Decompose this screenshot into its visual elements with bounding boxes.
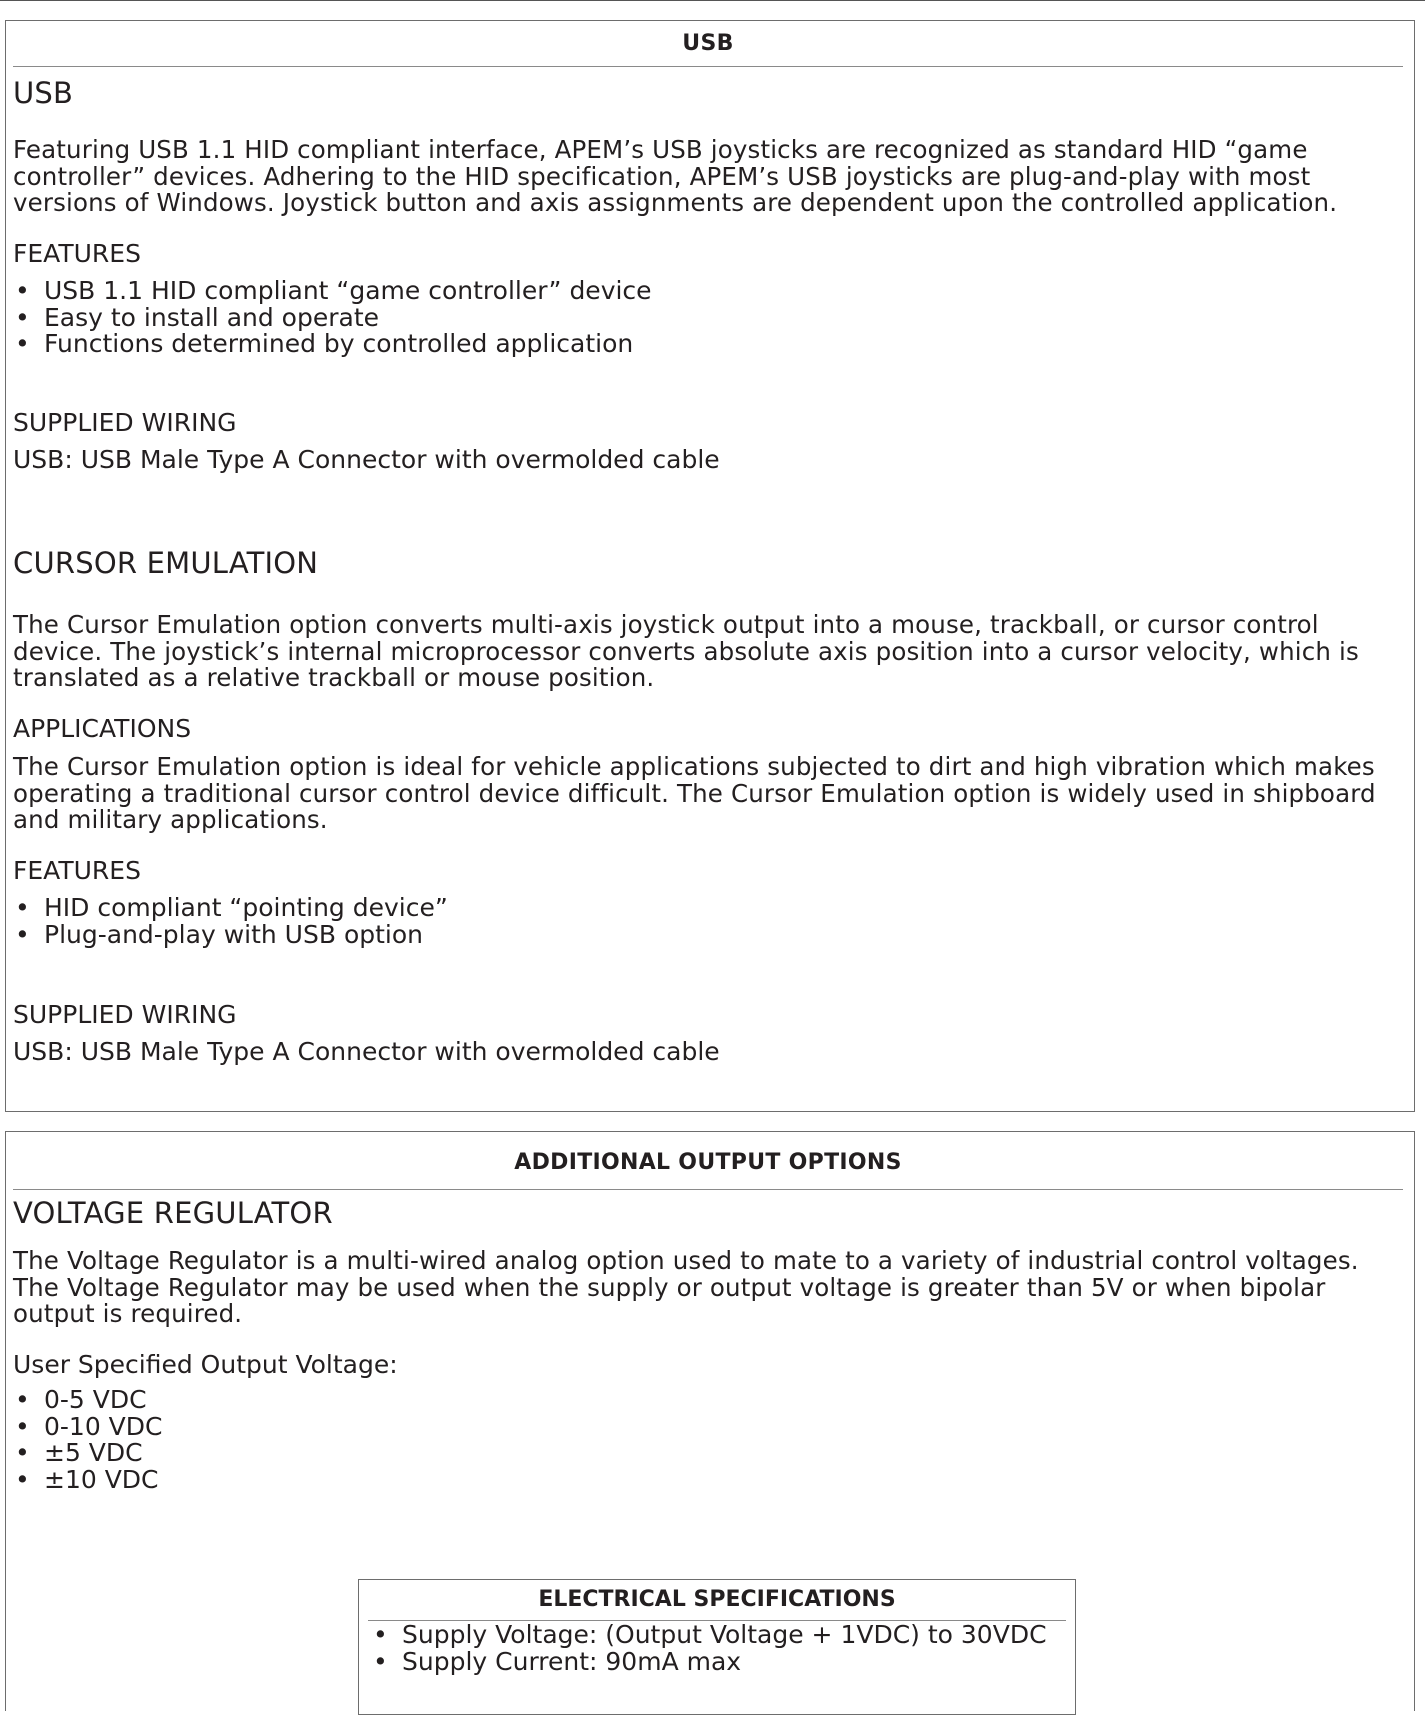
list-item: • ±5 VDC: [15, 1438, 143, 1467]
usb-wiring-text: USB: USB Male Type A Connector with overmolded cable: [13, 445, 720, 474]
cursor-wiring-text: USB: USB Male Type A Connector with overmolded cable: [13, 1037, 720, 1066]
electrical-specs-box: [358, 1579, 1076, 1715]
additional-output-panel: [5, 1131, 1415, 1711]
electrical-specs-list: [371, 1622, 1047, 1675]
bullet-icon: •: [15, 302, 30, 332]
list-item: • Supply Current: 90mA max: [373, 1646, 742, 1676]
cursor-wiring-title: SUPPLIED WIRING: [13, 1000, 237, 1029]
list-item: • Supply Voltage: (Output Voltage + 1VDC) to 30VDC: [373, 1620, 1047, 1649]
cursor-applications-title: APPLICATIONS: [13, 714, 192, 743]
cursor-section-title: CURSOR EMULATION: [13, 546, 319, 580]
bullet-icon: •: [15, 1411, 30, 1441]
bullet-icon: •: [15, 1385, 30, 1414]
list-item: • USB 1.1 HID compliant “game controller” device: [15, 276, 652, 305]
usb-features-list: [13, 278, 652, 358]
voltage-output-title: User Specified Output Voltage:: [13, 1350, 398, 1379]
bullet-icon: •: [15, 1464, 30, 1494]
usb-panel-header: USB: [13, 21, 1403, 67]
list-item: • Plug-and-play with USB option: [15, 919, 423, 949]
usb-description: Featuring USB 1.1 HID compliant interface, APEM’s USB joysticks are recognized as standard HID “game controller” devices. Adhering to the HID specification, APEM’s USB joysticks are plug-and-play with most versions of Windows. Joystick button and axis assignments are dependent upon the controlled application.: [13, 135, 1338, 217]
bullet-icon: •: [373, 1646, 388, 1676]
voltage-output-list: [13, 1387, 163, 1493]
list-item: • 0-10 VDC: [15, 1411, 163, 1441]
usb-section-title: USB: [13, 76, 74, 110]
electrical-specs-header: ELECTRICAL SPECIFICATIONS: [368, 1580, 1066, 1621]
list-item: • 0-5 VDC: [15, 1385, 147, 1414]
bullet-icon: •: [15, 919, 30, 949]
list-item: • ±10 VDC: [15, 1464, 159, 1494]
bullet-icon: •: [15, 893, 30, 922]
bullet-icon: •: [15, 329, 30, 358]
list-item: • Functions determined by controlled application: [15, 329, 634, 358]
bullet-icon: •: [15, 276, 30, 305]
usb-wiring-title: SUPPLIED WIRING: [13, 408, 237, 437]
cursor-features-list: [13, 895, 448, 948]
list-item: • HID compliant “pointing device”: [15, 893, 448, 922]
bullet-icon: •: [15, 1438, 30, 1467]
list-item: • Easy to install and operate: [15, 302, 380, 332]
cursor-description: The Cursor Emulation option converts multi-axis joystick output into a mouse, trackball, or cursor control device. The joystick’s internal microprocessor converts absolute axis position into a cursor velocity, which is translated as a relative trackball or mouse position.: [13, 610, 1359, 692]
additional-panel-header: ADDITIONAL OUTPUT OPTIONS: [13, 1136, 1403, 1190]
voltage-section-title: VOLTAGE REGULATOR: [13, 1196, 333, 1230]
voltage-description: The Voltage Regulator is a multi-wired analog option used to mate to a variety of industrial control voltages. The Voltage Regulator may be used when the supply or output voltage is greater than 5V or when bipolar output is required.: [13, 1246, 1359, 1328]
cursor-applications-text: The Cursor Emulation option is ideal for vehicle applications subjected to dirt and high vibration which makes operating a traditional cursor control device difficult. The Cursor Emulation option is widely used in shipboard and military applications.: [13, 752, 1376, 834]
cursor-features-title: FEATURES: [13, 856, 141, 885]
usb-features-title: FEATURES: [13, 239, 141, 268]
page-top-rule: [0, 0, 1425, 1]
usb-panel: [5, 20, 1415, 1112]
bullet-icon: •: [373, 1620, 388, 1649]
